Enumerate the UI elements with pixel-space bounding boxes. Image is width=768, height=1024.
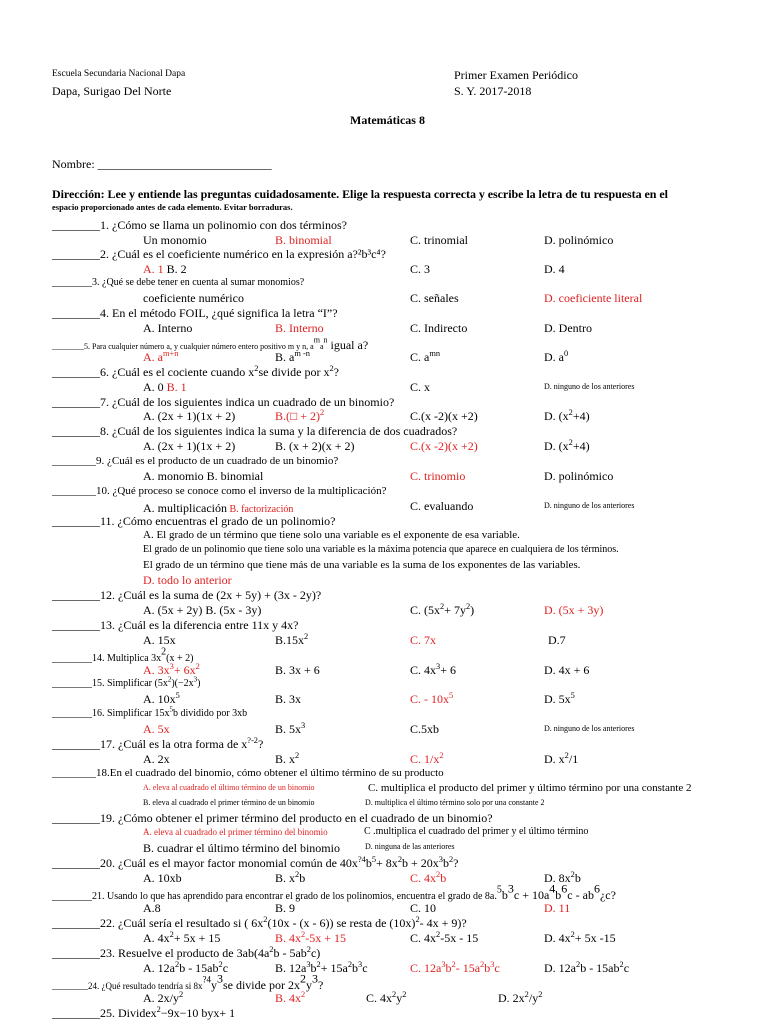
- q21-option-b: B. 9: [275, 901, 296, 915]
- school-name: Escuela Secundaria Nacional Dapa: [52, 69, 186, 79]
- question-14: ________14. Multiplica $3x^2(x + 2)$: [52, 646, 194, 664]
- school-location: Dapa, Surigao Del Norte: [52, 84, 172, 98]
- q19-option-a: A. eleva al cuadrado el primer término del binomio: [143, 827, 328, 837]
- q12-option-d: D. (5x + 3y): [544, 603, 604, 617]
- q2-option-a: A. 1: [143, 262, 164, 276]
- question-21: ________21. Usando lo que has aprendido para encontrar el grado de los polinomios, encuentra el grado de $8a.^5b^3c + 10a^4b^6c$ - $ab^6¿c$?: [52, 881, 616, 902]
- question-5: ________5. Para cualquier número a, y cualquier número entero positivo m y n, $a^ma^n$ igual a?: [52, 335, 369, 352]
- q1-option-d: D. polinómico: [544, 233, 614, 247]
- q12-option-c: C. $(5x^2+ 7y^2)$: [410, 602, 475, 617]
- q9-option-c: C. trinomio: [410, 469, 466, 483]
- q15-option-b: B. 3x: [275, 692, 302, 706]
- q23-option-c: C. $12a^3b^2-$ $15a^2b^3c$: [410, 960, 500, 975]
- q3-option-d: D. coeficiente literal: [544, 291, 643, 305]
- question-12: ________12. ¿Cuál es la suma de (2x + 5y) + (3x - 2y)?: [52, 588, 322, 602]
- q12-option-ab: A. (5x + 2y) B. (5x - 3y): [143, 603, 262, 617]
- q1-option-c: C. trinomial: [410, 233, 468, 247]
- q18-option-c: C. multiplica el producto del primer y último término por una constante 2: [368, 782, 692, 794]
- q2-options-ab: [143, 262, 187, 277]
- q2-option-b: B. 2: [163, 262, 187, 276]
- q11-option-b: El grado de un polinomio que tiene solo una variable es la máxima potencia que aparece en cualquiera de los términos.: [143, 544, 619, 555]
- q2-option-c: C. 3: [410, 262, 431, 276]
- q14-option-c: C. $4x^3+ 6$: [410, 662, 456, 677]
- q4-option-c: C. Indirecto: [410, 321, 468, 335]
- q5-option-b: B. $a^{m -n}$: [275, 349, 310, 364]
- q4-option-d: D. Dentro: [544, 321, 592, 335]
- q3-option-c: C. señales: [410, 291, 459, 305]
- q10-option-d: D. ninguno de los anteriores: [544, 501, 635, 510]
- q24-option-a: A. $2x/y^2$: [143, 990, 184, 1005]
- question-3: ________3. ¿Qué se debe tener en cuenta al sumar monomios?: [52, 277, 305, 288]
- q17-option-d: D. $x^2/1$: [544, 751, 579, 766]
- q8-option-c: C.(x -2)(x +2): [410, 439, 478, 453]
- q14-option-d: D. 4x + 6: [544, 663, 590, 677]
- q7-option-b: B.(□ + 2)$^2$: [275, 408, 325, 423]
- q23-option-a: A. $12a^2b - 15ab^2c$: [143, 960, 229, 975]
- direction-line-2: espacio proporcionado antes de cada elemento. Evitar borraduras.: [52, 202, 293, 212]
- question-15: ________15. Simplificar $(5x^2)(-2x^3)$: [52, 675, 201, 689]
- q16-option-d: D. ninguno de los anteriores: [544, 724, 635, 733]
- subject-title: Matemáticas 8: [350, 113, 425, 127]
- question-19: ________19. ¿Cómo obtener el primer término del producto en el cuadrado de un binomio?: [52, 811, 493, 825]
- q10-option-b: B. factorización: [226, 504, 294, 515]
- q15-option-c: C. - $10x^5$: [410, 691, 454, 706]
- q5-option-c: C. $a^{mn}$: [410, 349, 441, 364]
- q21-option-d: D. 11: [544, 901, 571, 915]
- q8-option-a: A. (2x + 1)(1x + 2): [143, 439, 236, 453]
- question-11: ________11. ¿Cómo encuentras el grado de un polinomio?: [52, 514, 336, 528]
- q23-option-b: B. $12a^3b^2+ 15a^2b^3c$: [275, 960, 368, 975]
- q11-option-c: El grado de un término que tiene más de una variable es la suma de los exponentes de las variables.: [143, 559, 581, 571]
- q22-option-a: A. $4x^2+ 5x + 15$: [143, 930, 221, 945]
- question-6: ________6. ¿Cuál es el cociente cuando $x^2se$ divide por $x^2$?: [52, 364, 339, 379]
- q17-option-b: B. $x^2$: [275, 751, 300, 766]
- q16-option-b: B. $5x^3$: [275, 721, 306, 736]
- question-17: ________17. ¿Cuál es la otra forma de $x^{?-2}$?: [52, 736, 264, 751]
- q14-option-b: B. 3x + 6: [275, 663, 320, 677]
- q7-option-d: D. $(x^2+4)$: [544, 408, 590, 423]
- question-7: ________7. ¿Cuál de los siguientes indica un cuadrado de un binomio?: [52, 395, 395, 409]
- question-25: ________25. Dividex$^2$−9x−10 byx+ 1: [52, 1005, 236, 1020]
- q9-option-ab: A. monomio B. binomial: [143, 469, 264, 483]
- q5-option-d: D. $a^0$: [544, 349, 569, 364]
- q18-option-d: D. multiplica el último término solo por una constante 2: [365, 798, 545, 807]
- question-10: ________10. ¿Qué proceso se conoce como el inverso de la multiplicación?: [52, 485, 387, 497]
- question-16: ________16. Simplificar $15x^5b$ dividido por 3xb: [52, 705, 248, 719]
- q18-option-b: B. eleva al cuadrado el primer término de un binomio: [143, 798, 315, 807]
- q16-option-a: A. 5x: [143, 722, 170, 736]
- q15-option-d: D. $5x^5$: [544, 691, 575, 706]
- q3-option-a: coeficiente numérico: [143, 291, 244, 305]
- q13-option-a: A. 15x: [143, 633, 176, 647]
- q20-option-b: B. $x^2b$: [275, 870, 306, 885]
- q6-option-b: B. 1: [163, 380, 187, 394]
- direction-line-1: Dirección: Lee y entiende las preguntas cuidadosamente. Elige la respuesta correcta y escribe la letra de tu respuesta en el: [52, 187, 668, 201]
- q6-option-a: A. 0: [143, 380, 164, 394]
- q7-option-c: C.(x -2)(x +2): [410, 409, 478, 423]
- question-4: ________4. En el método FOIL, ¿qué significa la letra “I”?: [52, 306, 338, 320]
- q21-option-a: A.8: [143, 901, 161, 915]
- question-22: ________22. ¿Cuál sería el resultado si ( $6x^2(10x - (x - 6))$ se resta de $(10x)^2-$ 4x + 9)?: [52, 915, 467, 930]
- question-9: ________9. ¿Cuál es el producto de un cuadrado de un binomio?: [52, 455, 339, 467]
- q22-option-c: C. $4x^2-5x - 15$: [410, 930, 479, 945]
- q10-option-c: C. evaluando: [410, 499, 474, 513]
- q16-option-c: C.5xb: [410, 722, 440, 736]
- q14-option-a: A. $3x^3+ 6x^2$: [143, 662, 200, 677]
- q10-option-a: A. multiplicación: [143, 501, 227, 515]
- q18-option-a: A. eleva al cuadrado el último término de un binomio: [143, 783, 315, 792]
- exam-title: Primer Examen Periódico: [454, 68, 578, 82]
- q19-option-b: B. cuadrar el último término del binomio: [143, 841, 340, 855]
- question-8: ________8. ¿Cuál de los siguientes indica la suma y la diferencia de dos cuadrados?: [52, 424, 458, 438]
- question-20: ________20. ¿Cuál es el mayor factor monomial común de $40x^{?4}b^5+ 8x^2b + 20x^3b^2$?: [52, 855, 459, 870]
- q17-option-c: C. $1/x^2$: [410, 751, 444, 766]
- q23-option-d: D. $12a^2b - 15ab^2c$: [544, 960, 630, 975]
- q19-option-c: C .multiplica el cuadrado del primer y el último término: [364, 826, 589, 837]
- question-23: ________23. Resuelve el producto de $3ab(4a^2b - 5ab^2c)$: [52, 945, 321, 960]
- q4-option-a: A. Interno: [143, 321, 193, 335]
- q24-option-c: C. $4x^2y^2$: [366, 990, 407, 1005]
- question-24: ________24. ¿Qué resultado tendría si $8x^{?4}y^3se$ divide por $2x^2y^3$?: [52, 971, 324, 992]
- q13-option-d: D.7: [548, 633, 566, 647]
- q22-option-b: B. $4x^2-5x + 15$: [275, 930, 346, 945]
- q8-option-d: D. $(x^2+4)$: [544, 438, 590, 453]
- q6-option-c: C. x: [410, 380, 431, 394]
- q20-option-d: D. $8x^2b$: [544, 870, 581, 885]
- q6-options-ab: [143, 380, 187, 395]
- q13-option-b: $B.15x^2$: [275, 632, 309, 647]
- q11-option-a: A. El grado de un término que tiene solo una variable es el exponente de esa variable.: [143, 529, 520, 541]
- q4-option-b: B. Interno: [275, 321, 324, 335]
- school-year: S. Y. 2017-2018: [454, 84, 532, 98]
- q5-option-a: A. $a^{m+n}$: [143, 349, 179, 364]
- q7-option-a: A. (2x + 1)(1x + 2): [143, 409, 236, 423]
- q2-option-d: D. 4: [544, 262, 565, 276]
- question-2: ________2. ¿Cuál es el coeficiente numérico en la expresión a?²b³c⁴?: [52, 247, 386, 261]
- q24-option-b: B. $4x^2$: [275, 990, 306, 1005]
- q1-option-a: Un monomio: [143, 233, 207, 247]
- q20-option-c: C. $4x^2b$: [410, 870, 447, 885]
- question-1: ________1. ¿Cómo se llama un polinomio con dos términos?: [52, 218, 347, 232]
- question-13: ________13. ¿Cuál es la diferencia entre 11x y 4x?: [52, 618, 299, 632]
- q19-option-d: D. ninguna de las anteriores: [365, 842, 455, 851]
- q22-option-d: D. $4x^2+ 5x$ -15: [544, 930, 616, 945]
- q21-option-c: C. 10: [410, 901, 437, 915]
- q17-option-a: A. 2x: [143, 752, 170, 766]
- q24-option-d: D. $2x^2/y^2$: [498, 990, 543, 1005]
- q9-option-d: D. polinómico: [544, 469, 614, 483]
- q15-option-a: A. $10x^5$: [143, 691, 180, 706]
- question-18: ________18.En el cuadrado del binomio, cómo obtener el último término de su producto: [52, 767, 444, 779]
- q6-option-d: D. ninguno de los anteriores: [544, 382, 635, 391]
- name-field[interactable]: Nombre: _____________________________: [52, 157, 272, 171]
- q8-option-b: B. (x + 2)(x + 2): [275, 439, 355, 453]
- q13-option-c: C. 7x: [410, 633, 437, 647]
- q11-option-d: D. todo lo anterior: [143, 573, 232, 587]
- q1-option-b: B. binomial: [275, 233, 332, 247]
- q20-option-a: A. 10xb: [143, 871, 182, 885]
